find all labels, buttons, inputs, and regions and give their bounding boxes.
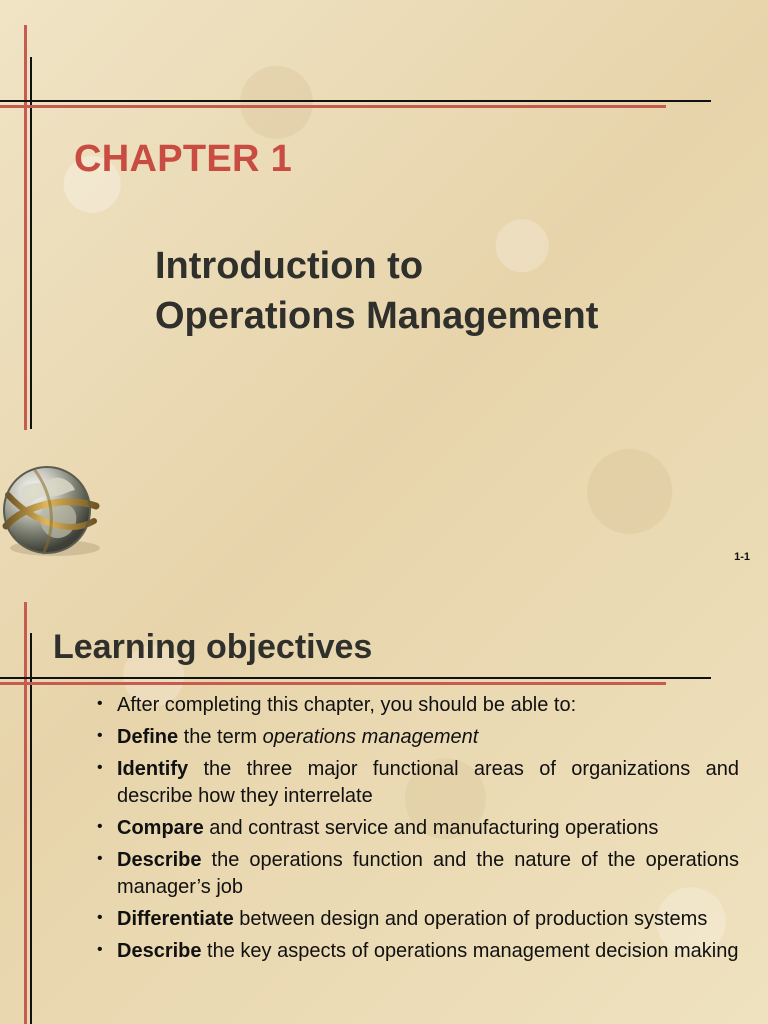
horizontal-black-rule: [0, 677, 711, 679]
chapter-label: CHAPTER 1: [74, 138, 293, 180]
bullet-icon: •: [97, 941, 103, 958]
chapter-title-line-2: Operations Management: [155, 295, 599, 337]
globe-icon: [0, 462, 110, 562]
vertical-black-rule: [30, 633, 32, 1024]
objective-text: and contrast service and manufacturing operations: [203, 817, 659, 839]
objective-text: the three major functional areas of organizations and describe how they interrelate: [117, 758, 739, 807]
bullet-icon: •: [97, 850, 103, 867]
objective-keyword: Differentiate: [117, 908, 234, 930]
bullet-icon: •: [97, 759, 103, 776]
learning-objectives-list: [93, 692, 739, 970]
objective-keyword: Describe: [117, 940, 202, 962]
objective-text: the term: [178, 726, 263, 748]
objective-text: the key aspects of operations management decision making: [201, 940, 739, 962]
objective-item-intro: [93, 692, 739, 719]
objective-text: After completing this chapter, you should be able to:: [117, 694, 577, 716]
slide-number: 1-1: [734, 551, 750, 563]
objective-text: the operations function and the nature of the operations manager’s job: [117, 849, 739, 898]
objective-item-differentiate: [93, 906, 739, 933]
vertical-red-rule: [24, 602, 27, 1024]
section-title: Learning objectives: [53, 628, 373, 666]
chapter-title-line-1: Introduction to: [155, 245, 424, 287]
objective-item-describe-function: [93, 847, 739, 901]
horizontal-black-rule: [0, 100, 711, 102]
objective-keyword: Define: [117, 726, 179, 748]
objective-keyword: Compare: [117, 817, 204, 839]
vertical-red-rule: [24, 25, 27, 430]
learning-objectives-slide: [0, 590, 768, 1024]
objective-emphasis: operations management: [262, 726, 479, 748]
objective-item-define: [93, 724, 739, 751]
bullet-icon: •: [97, 818, 103, 835]
objective-item-compare: [93, 815, 739, 842]
vertical-black-rule: [30, 57, 32, 429]
objective-keyword: Identify: [117, 758, 189, 780]
chapter-title: [155, 241, 598, 341]
objective-item-identify: [93, 756, 739, 810]
bullet-icon: •: [97, 909, 103, 926]
horizontal-red-rule: [0, 105, 666, 108]
bullet-icon: •: [97, 727, 103, 744]
objective-keyword: Describe: [117, 849, 202, 871]
objective-item-describe-decisions: [93, 938, 739, 965]
bullet-icon: •: [97, 695, 103, 712]
horizontal-red-rule: [0, 682, 666, 685]
objective-text: between design and operation of production systems: [233, 908, 708, 930]
